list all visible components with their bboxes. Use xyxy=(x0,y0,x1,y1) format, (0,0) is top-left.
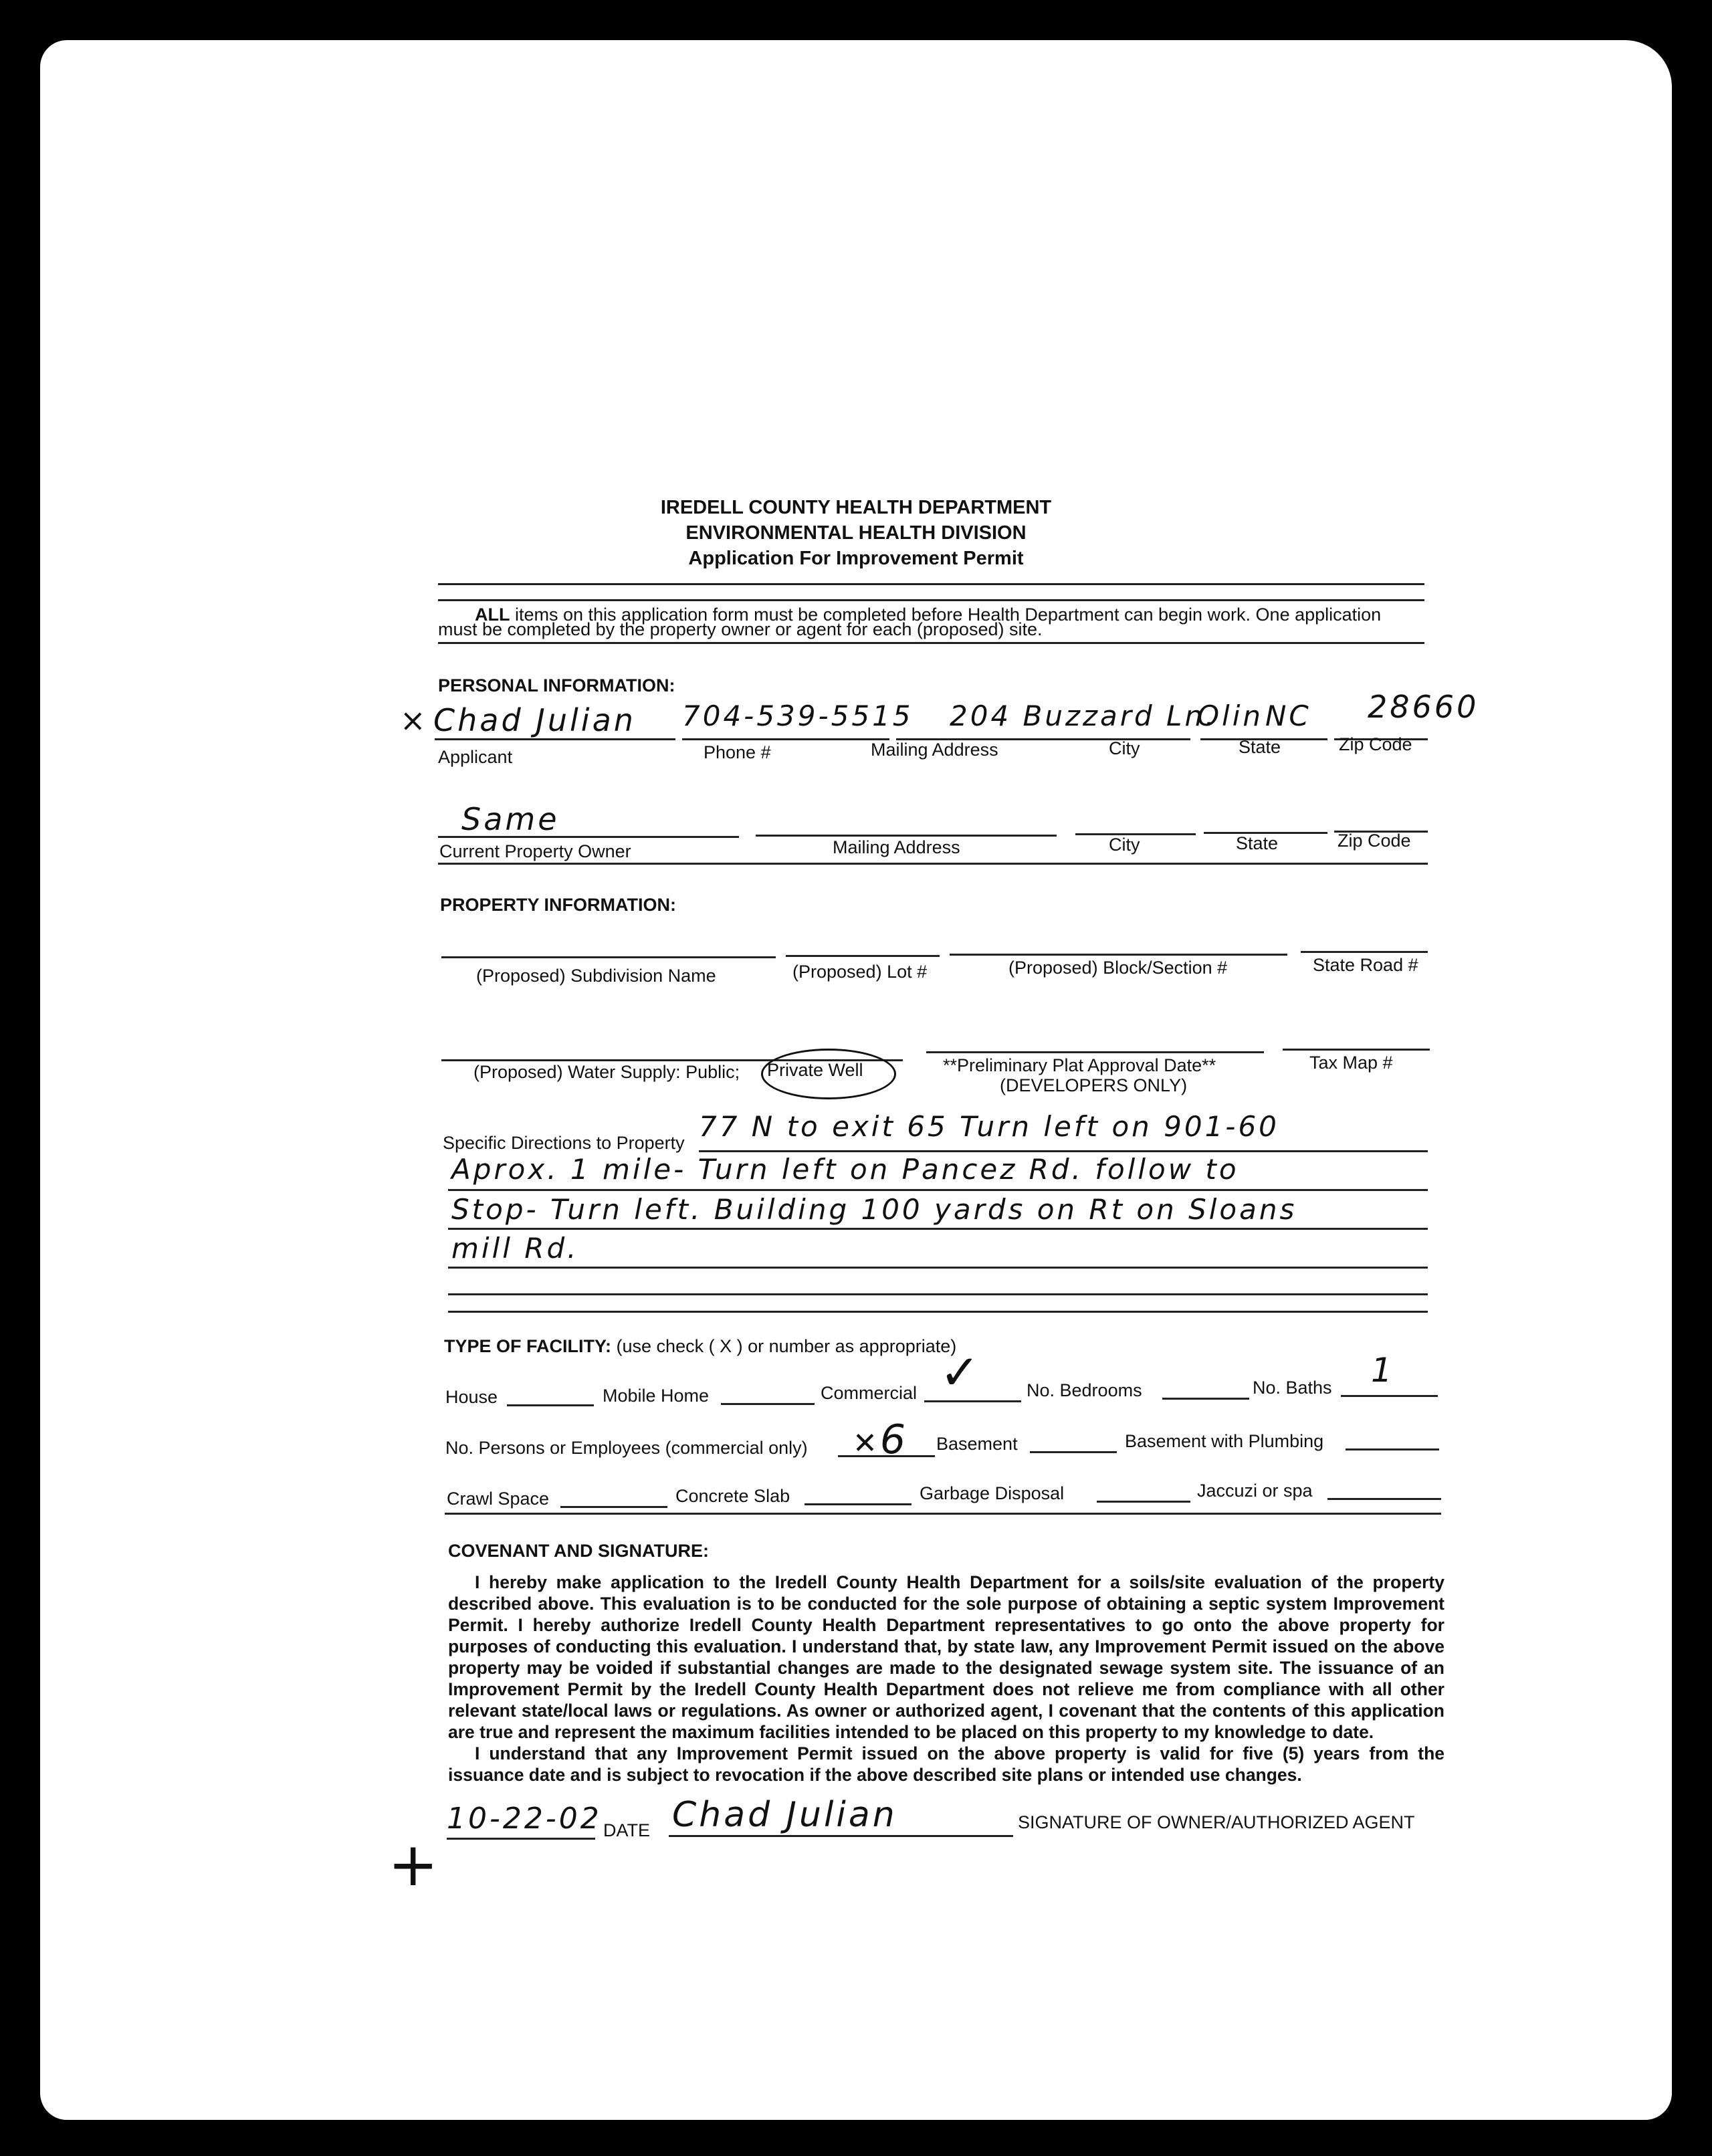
basement-plumbing-line xyxy=(1346,1448,1439,1450)
applicant-label: Applicant xyxy=(438,747,513,767)
block-line xyxy=(950,954,1287,956)
concrete-slab-line xyxy=(805,1503,912,1505)
applicant-value[interactable]: Chad Julian xyxy=(433,702,636,738)
zip-label: Zip Code xyxy=(1339,734,1412,754)
phone-line xyxy=(682,738,889,740)
lot-line xyxy=(786,955,940,957)
directions-line-2[interactable]: Aprox. 1 mile- Turn left on Pancez Rd. follow to xyxy=(451,1153,1239,1186)
basement-plumbing-label: Basement with Plumbing xyxy=(1125,1431,1324,1451)
directions-rule-5 xyxy=(448,1293,1428,1295)
phone-value[interactable]: 704-539-5515 xyxy=(682,699,914,732)
property-heading: PROPERTY INFORMATION: xyxy=(440,895,677,915)
directions-rule-2 xyxy=(448,1189,1428,1191)
developers-only-label: (DEVELOPERS ONLY) xyxy=(1000,1075,1188,1095)
commercial-check-mark[interactable]: ✓ xyxy=(940,1344,983,1400)
owner-state-label: State xyxy=(1236,833,1279,853)
facility-heading: TYPE OF FACILITY: (use check ( X ) or number as appropriate) xyxy=(444,1336,957,1356)
commercial-label: Commercial xyxy=(821,1383,918,1403)
directions-rule-4 xyxy=(448,1267,1428,1269)
directions-rule-1 xyxy=(699,1150,1428,1152)
phone-label: Phone # xyxy=(704,742,771,762)
subdivision-label: (Proposed) Subdivision Name xyxy=(476,966,716,986)
water-supply-label: (Proposed) Water Supply: Public; xyxy=(473,1062,740,1082)
directions-label: Specific Directions to Property xyxy=(443,1133,685,1153)
rule xyxy=(438,599,1424,601)
signature-value[interactable]: Chad Julian xyxy=(672,1795,897,1835)
basement-line xyxy=(1030,1451,1117,1453)
taxmap-line xyxy=(1283,1049,1430,1051)
owner-zip-label: Zip Code xyxy=(1338,831,1411,851)
directions-line-4[interactable]: mill Rd. xyxy=(451,1232,579,1265)
block-label: (Proposed) Block/Section # xyxy=(1008,958,1228,978)
baths-value[interactable]: 1 xyxy=(1371,1351,1395,1390)
mobile-home-label: Mobile Home xyxy=(603,1386,710,1406)
owner-city-label: City xyxy=(1109,835,1140,855)
lot-label: (Proposed) Lot # xyxy=(792,962,928,982)
crawl-space-label: Crawl Space xyxy=(447,1489,550,1509)
road-line xyxy=(1301,951,1428,953)
margin-plus-mark: + xyxy=(388,1830,441,1900)
garbage-disposal-label: Garbage Disposal xyxy=(920,1483,1065,1503)
zip-value[interactable]: 28660 xyxy=(1368,689,1479,725)
owner-label: Current Property Owner xyxy=(439,841,631,861)
date-label: DATE xyxy=(603,1820,651,1840)
applicant-check-mark: × xyxy=(400,702,429,738)
bedrooms-line xyxy=(1162,1398,1249,1400)
concrete-slab-label: Concrete Slab xyxy=(675,1486,790,1506)
property-owner-value[interactable]: Same xyxy=(461,801,560,837)
jacuzzi-label: Jaccuzi or spa xyxy=(1197,1481,1313,1501)
city-label: City xyxy=(1109,738,1140,758)
directions-line-3[interactable]: Stop- Turn left. Building 100 yards on Rt on Sloans xyxy=(451,1193,1297,1226)
covenant-paragraph-2: I understand that any Improvement Permit issued on the above property is valid for five (5) years from the issuance date and is subject to revocation if the above described site plans or intended use changes. xyxy=(448,1743,1444,1785)
garbage-disposal-line xyxy=(1097,1501,1190,1503)
mailing-label: Mailing Address xyxy=(871,740,998,760)
mobile-home-line xyxy=(721,1403,815,1405)
header-department: IREDELL COUNTY HEALTH DEPARTMENT xyxy=(660,497,1052,518)
baths-line xyxy=(1341,1395,1438,1397)
commercial-line xyxy=(924,1400,1021,1402)
header-division: ENVIRONMENTAL HEALTH DIVISION xyxy=(685,522,1027,544)
persons-label: No. Persons or Employees (commercial only) xyxy=(445,1438,808,1458)
state-label: State xyxy=(1239,737,1281,757)
house-line xyxy=(507,1404,594,1406)
owner-line xyxy=(438,836,739,838)
rule xyxy=(438,642,1424,644)
date-value[interactable]: 10-22-02 xyxy=(447,1802,602,1836)
date-line xyxy=(447,1838,595,1840)
header-form-title: Application For Improvement Permit xyxy=(688,548,1024,569)
signature-line xyxy=(669,1835,1013,1837)
tax-map-label: Tax Map # xyxy=(1309,1053,1393,1073)
rule xyxy=(438,863,1428,865)
covenant-heading: COVENANT AND SIGNATURE: xyxy=(448,1541,709,1561)
state-road-label: State Road # xyxy=(1313,955,1418,975)
plat-line xyxy=(926,1051,1264,1053)
mailing-address-value[interactable]: 204 Buzzard Ln. xyxy=(950,699,1217,732)
baths-label: No. Baths xyxy=(1253,1378,1332,1398)
directions-rule-6 xyxy=(448,1311,1428,1313)
owner-mailing-line xyxy=(756,835,1057,837)
rule xyxy=(445,1513,1441,1515)
private-well-option[interactable]: Private Well xyxy=(767,1060,863,1080)
covenant-text xyxy=(448,1572,1444,1786)
intro-line-1: ALL items on this application form must be completed before Health Department can begin work. One application xyxy=(475,605,1382,625)
city-value[interactable]: Olin xyxy=(1197,699,1264,732)
directions-line-1[interactable]: 77 N to exit 65 Turn left on 901-60 xyxy=(699,1110,1279,1143)
intro-line-2: must be completed by the property owner or agent for each (proposed) site. xyxy=(438,619,1043,639)
applicant-line xyxy=(435,738,675,740)
directions-rule-3 xyxy=(448,1228,1428,1230)
covenant-paragraph-1: I hereby make application to the Iredell County Health Department for a soils/site evaluation of the property described above. This evaluation is to be conducted for the sole purpose of obtaining a septic system Improvement Permit. I hereby authorize Iredell County Health Department representatives to go onto the above property for purposes of conducting this evaluation. I understand that, by state law, any Improvement Permit issued on the above property may be voided if substantial changes are made to the designated sewage system site. The issuance of an Improvement Permit by the Iredell County Health Department does not relieve me from compliance with all other relevant state/local laws or regulations. As owner or authorized agent, I covenant that the contents of this application are true and represent the maximum facilities intended to be placed on this property to my knowledge to date. xyxy=(448,1572,1444,1742)
bedrooms-label: No. Bedrooms xyxy=(1027,1380,1142,1400)
state-value[interactable]: NC xyxy=(1265,699,1311,732)
plat-approval-label: **Preliminary Plat Approval Date** xyxy=(943,1055,1216,1075)
crawl-space-line xyxy=(560,1506,667,1508)
personal-heading: PERSONAL INFORMATION: xyxy=(438,675,675,695)
persons-value[interactable]: ✕6 xyxy=(853,1416,909,1463)
rule xyxy=(438,583,1424,585)
basement-label: Basement xyxy=(936,1434,1018,1454)
signature-label: SIGNATURE OF OWNER/AUTHORIZED AGENT xyxy=(1018,1812,1415,1832)
owner-mailing-label: Mailing Address xyxy=(833,837,960,857)
house-label: House xyxy=(445,1387,498,1407)
jacuzzi-line xyxy=(1327,1498,1441,1500)
subdivision-line xyxy=(441,956,776,958)
